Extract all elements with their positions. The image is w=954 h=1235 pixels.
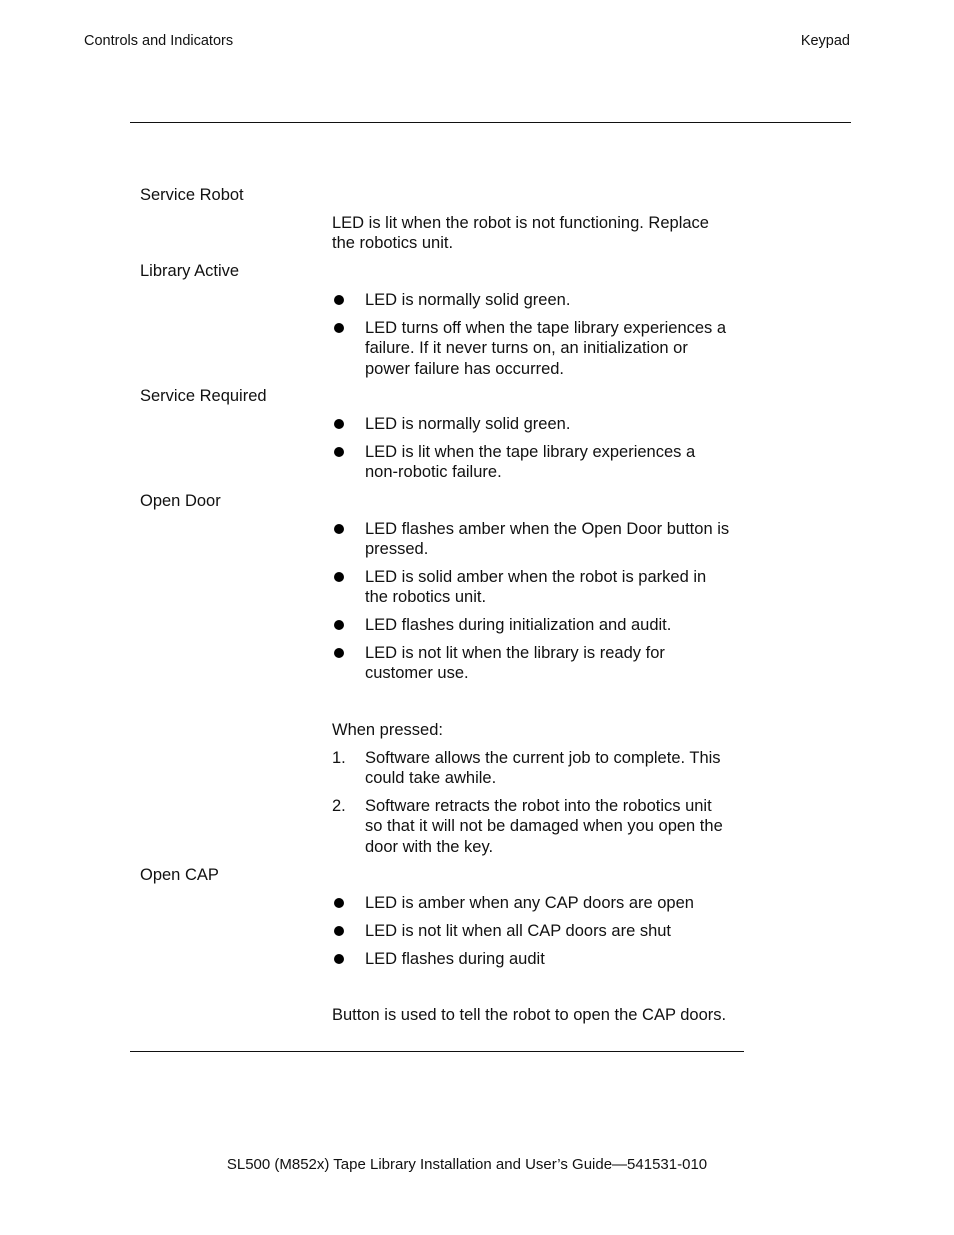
list-item-text: LED is not lit when the library is ready for customer use. xyxy=(365,644,665,683)
section-label-open-cap: Open CAP xyxy=(140,866,219,884)
numbered-step xyxy=(332,796,732,857)
list-item xyxy=(332,414,732,434)
section-label-service-robot: Service Robot xyxy=(140,186,244,204)
list-item-text: LED is not lit when all CAP doors are shut xyxy=(365,922,672,940)
bullet-icon xyxy=(334,419,344,429)
list-item xyxy=(332,921,732,941)
bullet-icon xyxy=(334,620,344,630)
list-item-text: LED flashes amber when the Open Door button is pressed. xyxy=(365,520,730,559)
open-door-button-intro: When pressed: xyxy=(332,721,443,739)
bullet-icon xyxy=(334,648,344,658)
list-item-text: LED is normally solid green. xyxy=(365,415,571,433)
list-item-text: LED is normally solid green. xyxy=(365,291,571,309)
list-item xyxy=(332,615,732,635)
step-text: Software allows the current job to complete. This could take awhile. xyxy=(365,749,721,788)
section-label-open-door: Open Door xyxy=(140,492,221,510)
numbered-step xyxy=(332,748,732,789)
list-item-text: LED turns off when the tape library experiences a failure. If it never turns on, an initialization or power failure has occurred. xyxy=(365,319,727,378)
list-item-text: LED flashes during audit xyxy=(365,950,545,968)
list-item xyxy=(332,318,732,379)
list-item xyxy=(332,949,732,969)
step-text: Software retracts the robot into the robotics unit so that it will not be damaged when you open the door with the key. xyxy=(365,797,723,856)
list-item-text: LED is solid amber when the robot is parked in the robotics unit. xyxy=(365,568,707,607)
bullet-icon xyxy=(334,295,344,305)
list-item-text: LED is amber when any CAP doors are open xyxy=(365,894,694,912)
header-topic: Keypad xyxy=(800,33,850,49)
page-footer: SL500 (M852x) Tape Library Installation and User’s Guide—541531-010 xyxy=(226,1156,708,1173)
bullet-icon xyxy=(334,447,344,457)
open-cap-button-description: Button is used to tell the robot to open the CAP doors. xyxy=(332,1006,727,1024)
bullet-icon xyxy=(334,524,344,534)
list-item xyxy=(332,567,732,608)
list-item xyxy=(332,519,732,560)
section-label-library-active: Library Active xyxy=(140,262,240,280)
list-item xyxy=(332,643,732,684)
header-section-title: Controls and Indicators xyxy=(84,33,234,49)
bullet-icon xyxy=(334,898,344,908)
list-item xyxy=(332,442,732,483)
top-divider xyxy=(130,122,851,123)
bottom-divider xyxy=(130,1051,744,1052)
list-item xyxy=(332,893,732,913)
bullet-icon xyxy=(334,572,344,582)
bullet-icon xyxy=(334,323,344,333)
step-number: 2. xyxy=(332,797,346,815)
step-number: 1. xyxy=(332,749,346,767)
bullet-icon xyxy=(334,954,344,964)
list-item-text: LED is lit when the tape library experiences a non-robotic failure. xyxy=(365,443,696,482)
list-item-text: LED flashes during initialization and audit. xyxy=(365,616,672,634)
bullet-icon xyxy=(334,926,344,936)
list-item xyxy=(332,290,732,310)
service-robot-description: LED is lit when the robot is not functioning. Replace the robotics unit. xyxy=(332,214,709,252)
section-label-service-required: Service Required xyxy=(140,387,267,405)
